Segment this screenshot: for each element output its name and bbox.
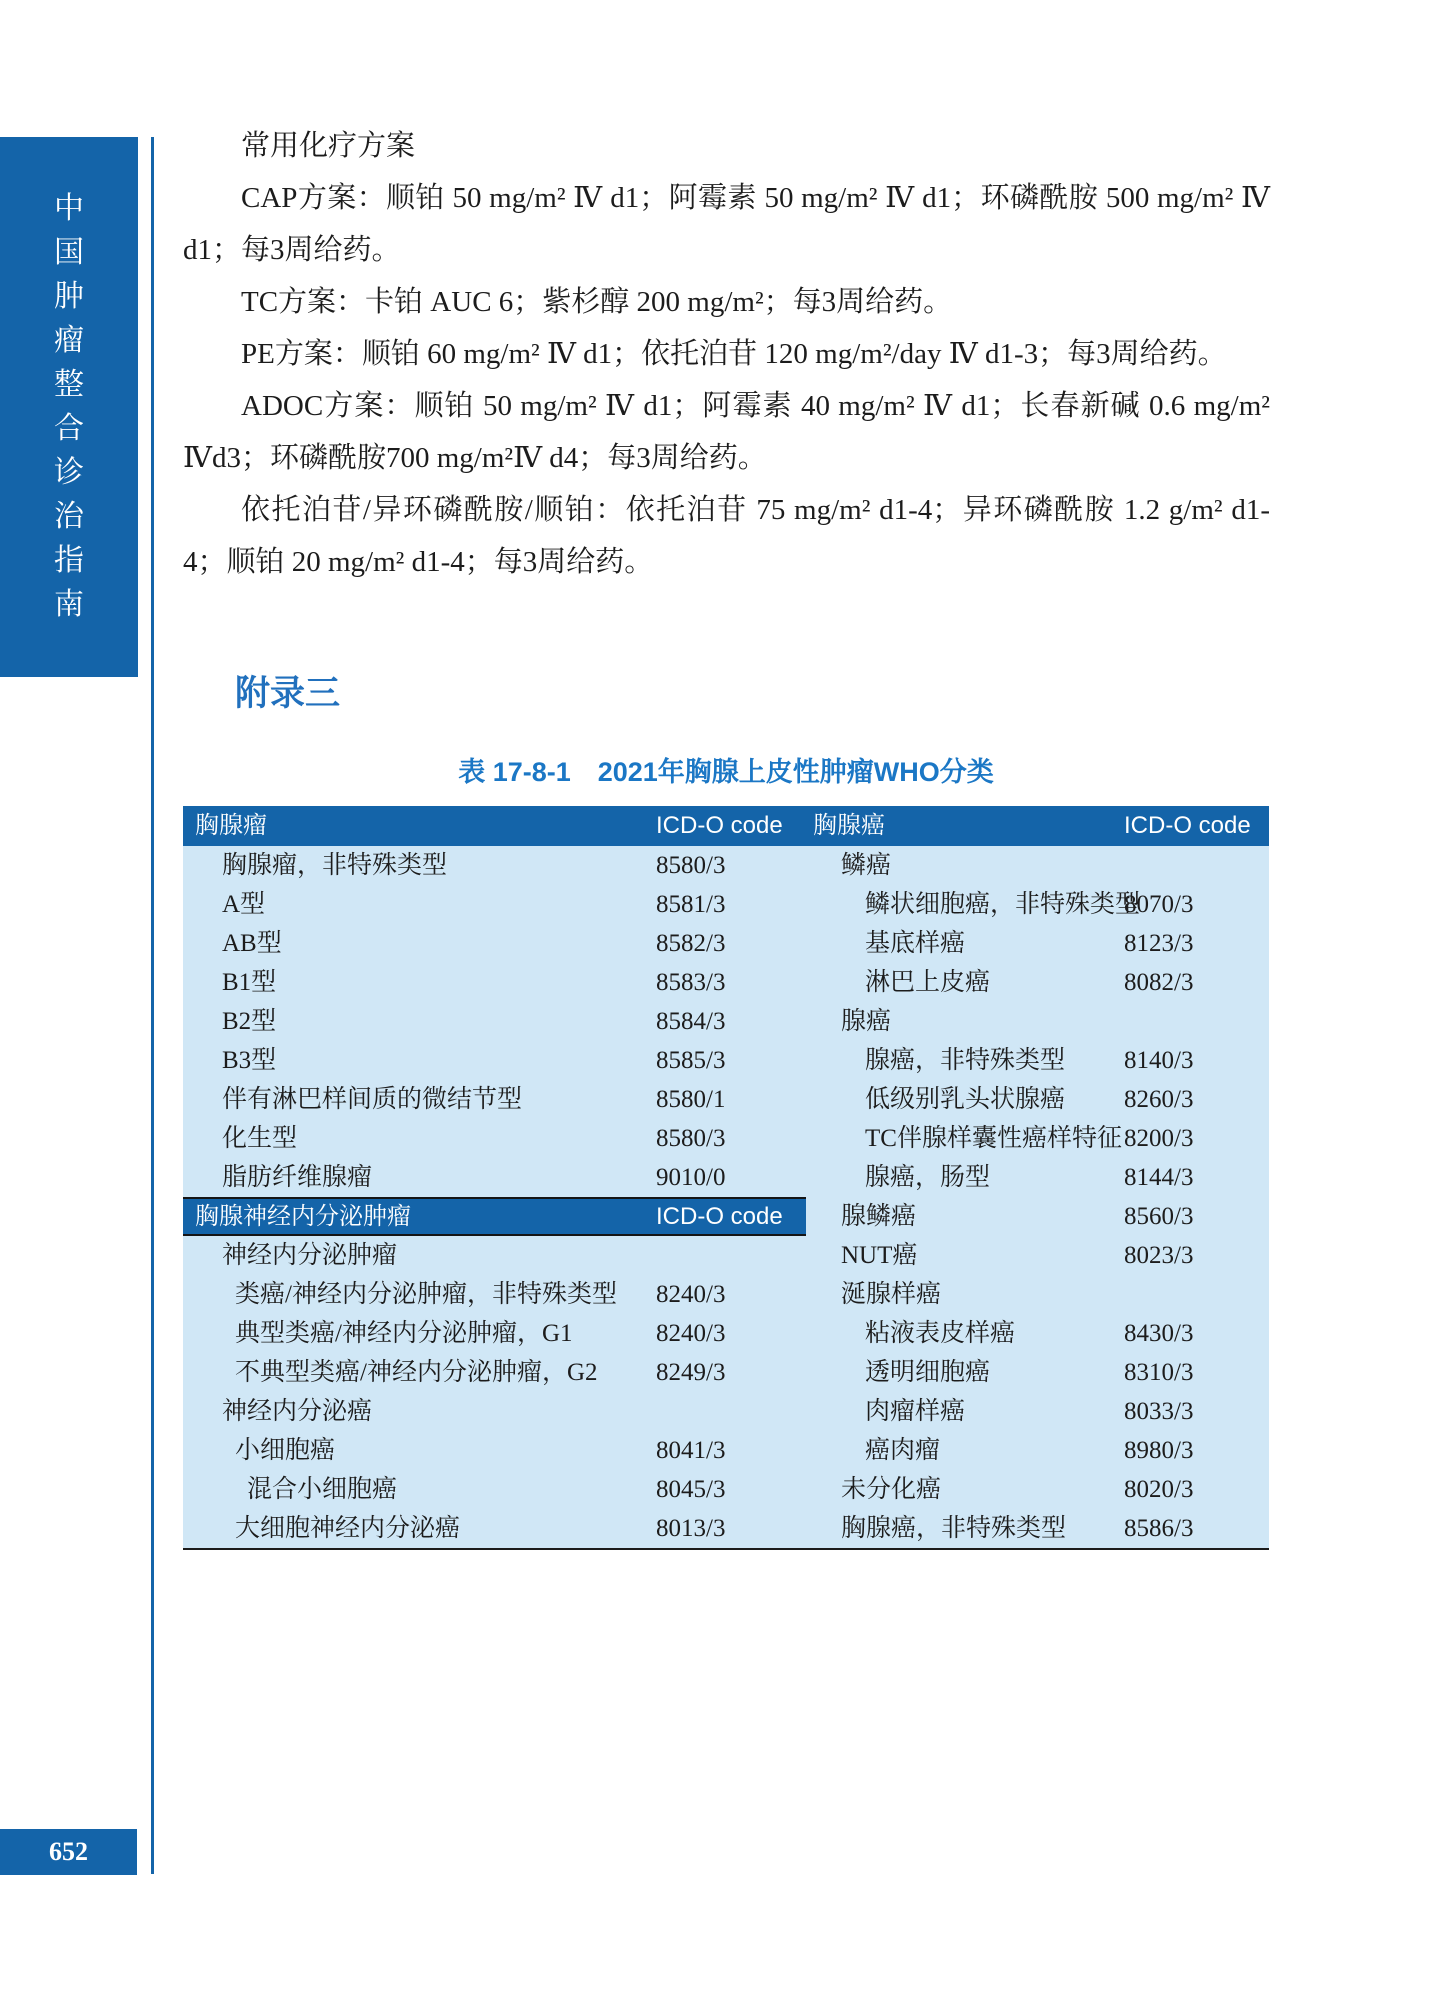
table-row: [183, 1275, 1269, 1314]
right-entity-cell: 低级别乳头状腺癌: [865, 1086, 1066, 1113]
left-code-cell: 8041/3: [656, 1437, 726, 1464]
left-entity-cell: 大细胞神经内分泌癌: [235, 1515, 461, 1542]
right-entity-cell: 腺鳞癌: [841, 1203, 917, 1230]
right-entity-cell: 癌肉瘤: [865, 1437, 941, 1464]
right-code-cell: 8023/3: [1124, 1242, 1194, 1269]
right-entity-cell: 腺癌，肠型: [865, 1164, 991, 1191]
spine-character: 中: [54, 192, 84, 225]
table-row: [183, 1509, 1269, 1548]
body-text-line: CAP方案：顺铂 50 mg/m² Ⅳ d1；阿霉素 50 mg/m² Ⅳ d1；环磷酰胺 500 mg/m² Ⅳ: [241, 182, 1270, 214]
right-entity-cell: 淋巴上皮癌: [865, 969, 991, 996]
body-text-line: 4；顺铂 20 mg/m² d1-4；每3周给药。: [183, 546, 654, 578]
header-icdo-left: ICD-O code: [656, 812, 783, 839]
header-thymic-carcinoma: 胸腺癌: [813, 812, 885, 839]
who-classification-table: [183, 806, 1269, 1550]
table-row: [183, 1119, 1269, 1158]
left-entity-cell: 类癌/神经内分泌肿瘤，非特殊类型: [235, 1281, 617, 1308]
table-row: [183, 1158, 1269, 1197]
right-entity-cell: 肉瘤样癌: [865, 1398, 966, 1425]
spine-character: 指: [54, 544, 84, 577]
subheader-title: 胸腺神经内分泌肿瘤: [195, 1203, 411, 1230]
header-icdo-right: ICD-O code: [1124, 812, 1251, 839]
left-code-cell: 8583/3: [656, 969, 726, 996]
right-entity-cell: 未分化癌: [841, 1476, 942, 1503]
left-code-cell: 8580/3: [656, 1125, 726, 1152]
right-code-cell: 8200/3: [1124, 1125, 1194, 1152]
right-code-cell: 8070/3: [1124, 891, 1194, 918]
table-row: [183, 963, 1269, 1002]
spine-character: 国: [54, 236, 84, 269]
table-row: [183, 1314, 1269, 1353]
body-text-line: TC方案：卡铂 AUC 6；紫杉醇 200 mg/m²；每3周给药。: [241, 286, 953, 318]
left-entity-cell: 化生型: [222, 1125, 298, 1152]
table-row: [183, 1431, 1269, 1470]
right-entity-cell: 涎腺样癌: [841, 1281, 942, 1308]
table-row: [183, 1002, 1269, 1041]
left-entity-cell: B1型: [222, 969, 277, 996]
left-code-cell: 8580/3: [656, 852, 726, 879]
book-spine-title: [0, 137, 138, 677]
table-body: [183, 846, 1269, 1550]
left-code-cell: 8240/3: [656, 1281, 726, 1308]
right-code-cell: 8140/3: [1124, 1047, 1194, 1074]
left-entity-cell: B3型: [222, 1047, 277, 1074]
vertical-divider: [151, 137, 154, 1874]
table-header-row: [183, 806, 1269, 846]
header-thymoma: 胸腺瘤: [195, 812, 267, 839]
left-code-cell: 8585/3: [656, 1047, 726, 1074]
table-row: [183, 1470, 1269, 1509]
left-code-cell: 8580/1: [656, 1086, 726, 1113]
body-text-line: Ⅳd3；环磷酰胺700 mg/m²Ⅳ d4；每3周给药。: [183, 442, 767, 474]
right-code-cell: 8586/3: [1124, 1515, 1194, 1542]
right-code-cell: 8033/3: [1124, 1398, 1194, 1425]
right-entity-cell: TC伴腺样囊性癌样特征: [865, 1125, 1122, 1152]
right-code-cell: 8123/3: [1124, 930, 1194, 957]
left-entity-cell: 小细胞癌: [235, 1437, 336, 1464]
spine-character: 瘤: [54, 324, 84, 357]
left-code-cell: 8013/3: [656, 1515, 726, 1542]
table-title: 表 17-8-1 2021年胸腺上皮性肿瘤WHO分类: [458, 757, 994, 787]
left-entity-cell: 胸腺瘤，非特殊类型: [222, 852, 448, 879]
right-entity-cell: NUT癌: [841, 1242, 918, 1269]
right-entity-cell: 腺癌，非特殊类型: [865, 1047, 1066, 1074]
right-entity-cell: 胸腺癌，非特殊类型: [841, 1515, 1067, 1542]
left-entity-cell: 脂肪纤维腺瘤: [222, 1164, 373, 1191]
right-code-cell: 8310/3: [1124, 1359, 1194, 1386]
right-entity-cell: 腺癌: [841, 1008, 892, 1035]
left-code-cell: 8584/3: [656, 1008, 726, 1035]
table-row: [183, 1353, 1269, 1392]
left-code-cell: 8581/3: [656, 891, 726, 918]
right-entity-cell: 透明细胞癌: [865, 1359, 991, 1386]
right-code-cell: 8082/3: [1124, 969, 1194, 996]
left-entity-cell: 神经内分泌肿瘤: [222, 1242, 398, 1269]
left-entity-cell: 混合小细胞癌: [247, 1476, 398, 1503]
table-row: [183, 1392, 1269, 1431]
chemo-regimen-section: [183, 120, 1270, 588]
left-entity-cell: AB型: [222, 930, 282, 957]
appendix-heading: 附录三: [235, 674, 341, 713]
spine-character: 整: [54, 368, 84, 401]
spine-character: 南: [54, 588, 84, 621]
left-entity-cell: 典型类癌/神经内分泌肿瘤，G1: [235, 1320, 573, 1347]
right-code-cell: 8260/3: [1124, 1086, 1194, 1113]
left-entity-cell: A型: [222, 891, 266, 918]
spine-character: 治: [54, 500, 84, 533]
body-text-line: d1；每3周给药。: [183, 234, 401, 266]
left-entity-cell: 神经内分泌癌: [222, 1398, 373, 1425]
table-row: [183, 1080, 1269, 1119]
subheader-icdo-label: ICD-O code: [656, 1203, 783, 1230]
right-code-cell: 8430/3: [1124, 1320, 1194, 1347]
right-code-cell: 8980/3: [1124, 1437, 1194, 1464]
left-entity-cell: 不典型类癌/神经内分泌肿瘤，G2: [235, 1359, 598, 1386]
body-text-line: 依托泊苷/异环磷酰胺/顺铂：依托泊苷 75 mg/m² d1-4；异环磷酰胺 1.2 g/m² d1-: [241, 494, 1270, 526]
right-entity-cell: 鳞状细胞癌，非特殊类型: [865, 891, 1141, 918]
left-entity-cell: B2型: [222, 1008, 277, 1035]
left-code-cell: 9010/0: [656, 1164, 726, 1191]
left-code-cell: 8045/3: [656, 1476, 726, 1503]
spine-character: 诊: [54, 456, 84, 489]
left-code-cell: 8582/3: [656, 930, 726, 957]
table-row: [183, 846, 1269, 885]
table-row: [183, 1041, 1269, 1080]
left-entity-cell: 伴有淋巴样间质的微结节型: [222, 1086, 523, 1113]
table-row: [183, 924, 1269, 963]
page-number-badge: 652: [0, 1829, 137, 1875]
spine-character: 肿: [54, 280, 84, 313]
right-code-cell: 8560/3: [1124, 1203, 1194, 1230]
right-code-cell: 8020/3: [1124, 1476, 1194, 1503]
body-text-line: ADOC方案：顺铂 50 mg/m² Ⅳ d1；阿霉素 40 mg/m² Ⅳ d1；长春新碱 0.6 mg/m²: [241, 390, 1270, 422]
right-entity-cell: 鳞癌: [841, 852, 892, 879]
body-text-line: PE方案：顺铂 60 mg/m² Ⅳ d1；依托泊苷 120 mg/m²/day Ⅳ d1-3；每3周给药。: [241, 338, 1227, 370]
right-entity-cell: 基底样癌: [865, 930, 966, 957]
left-code-cell: 8249/3: [656, 1359, 726, 1386]
table-subheader-row: [183, 1197, 1269, 1236]
spine-character: 合: [54, 412, 84, 445]
left-code-cell: 8240/3: [656, 1320, 726, 1347]
body-text-line: 常用化疗方案: [241, 130, 416, 162]
table-row: [183, 1236, 1269, 1275]
right-code-cell: 8144/3: [1124, 1164, 1194, 1191]
right-entity-cell: 粘液表皮样癌: [865, 1320, 1016, 1347]
table-row: [183, 885, 1269, 924]
